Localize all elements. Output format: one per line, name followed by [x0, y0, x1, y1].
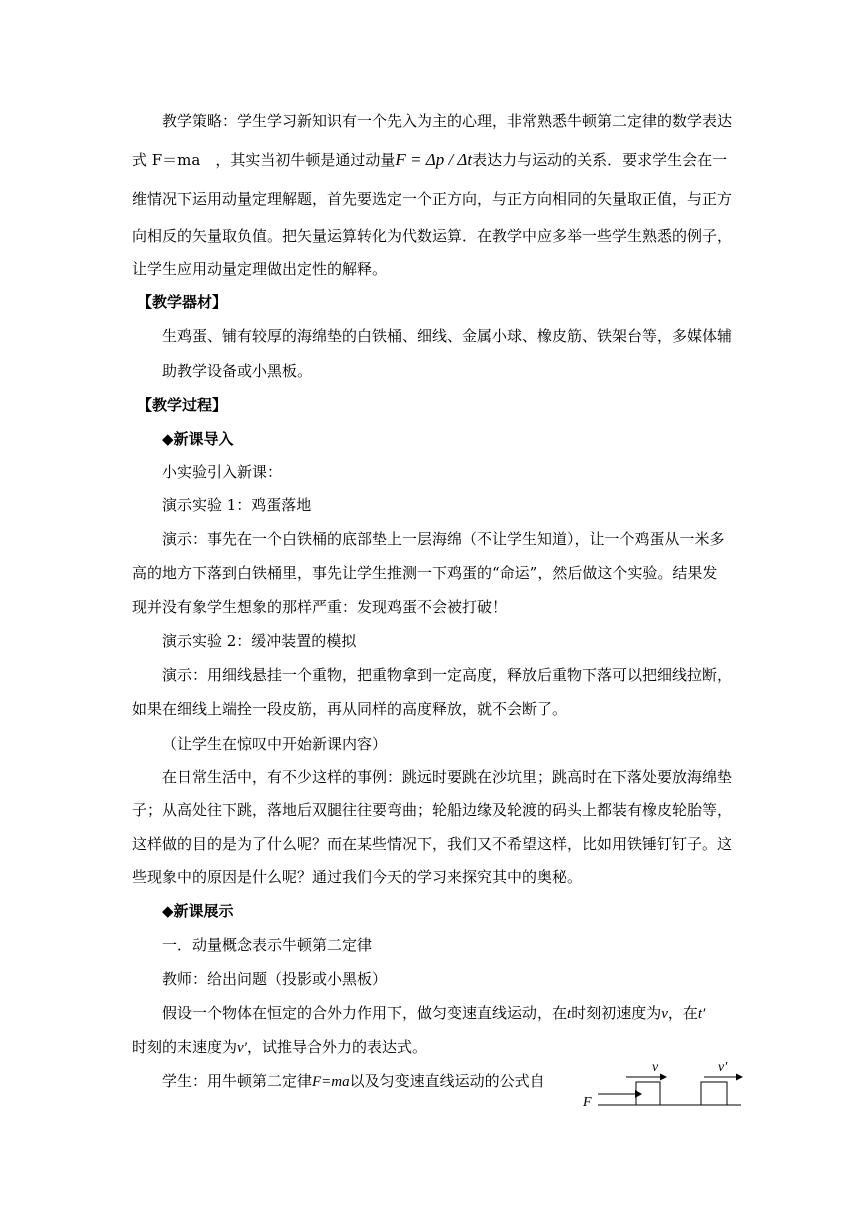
intro-line: 小实验引入新课： [162, 463, 283, 481]
process-heading: 【教学过程】 [137, 396, 228, 414]
daily-line-3: 这样做的目的是为了什么呢？而在某些情况下，我们又不希望这样，比如用铁锤钉钉子。这 [132, 835, 733, 853]
block-final [701, 1082, 727, 1105]
var-v-prime: v′ [237, 1040, 247, 1056]
newton-second-law: F=ma [312, 1074, 350, 1090]
daily-line-4: 些现象中的原因是什么呢？通过我们今天的学习来探究其中的奥秘。 [132, 868, 583, 886]
question-line-2a: 时刻的末速度为 [132, 1038, 238, 1056]
question-line-1a: 假设一个物体在恒定的合外力作用下，做匀变速直线运动，在 [162, 1004, 568, 1022]
equipment-line-2: 助教学设备或小黑板。 [162, 362, 313, 380]
strategy-line-2a: 式 F＝ma ，其实当初牛顿是通过动量 [132, 151, 396, 169]
experiment-1-line-3: 现并没有象学生想象的那样严重：发现鸡蛋不会被打破！ [132, 598, 508, 616]
var-v: v [661, 1006, 668, 1022]
experiment-2-line-1: 演示：用细线悬挂一个重物，把重物拿到一定高度，释放后重物下落可以把细线拉断， [162, 666, 733, 684]
experiment-1-line-2: 高的地方下落到白铁桶里，事先让学生推测一下鸡蛋的“命运”，然后做这个实验。结果发 [132, 564, 718, 582]
question-line-1c: ，在 [667, 1004, 698, 1022]
experiment-2-line-2: 如果在细线上端拴一段皮筋，再从同样的高度释放，就不会断了。 [132, 700, 568, 718]
question-line-2b: ，试推导合外力的表达式。 [246, 1038, 427, 1056]
strategy-line-2 [132, 150, 727, 170]
section-1-title: 一．动量概念表示牛顿第二定律 [162, 936, 373, 954]
equipment-heading: 【教学器材】 [137, 293, 228, 311]
strategy-line-1: 教学策略：学生学习新知识有一个先入为主的心理，非常熟悉牛顿第二定律的数学表达 [162, 112, 733, 130]
daily-line-2: 子；从高处往下跳，落地后双腿往往要弯曲；轮船边缘及轮渡的码头上都装有橡皮轮胎等， [132, 801, 733, 819]
velocity-final-label: v′ [718, 1060, 728, 1075]
force-label: F [583, 1095, 592, 1110]
strategy-line-2b: 表达力与运动的关系．要求学生会在一 [472, 151, 728, 169]
velocity-arrow-head [660, 1074, 667, 1081]
experiment-2-title: 演示实验 2：缓冲装置的模拟 [162, 632, 357, 650]
experiment-1-line-1: 演示：事先在一个白铁桶的底部垫上一层海绵（不让学生知道），让一个鸡蛋从一米多 [162, 530, 725, 548]
teacher-line: 教师：给出问题（投影或小黑板） [162, 970, 388, 988]
var-t: t [567, 1006, 572, 1022]
intro-heading: ◆新课导入 [162, 430, 234, 448]
momentum-formula: F = Δp / Δt [395, 150, 473, 169]
velocity-label: v [652, 1060, 659, 1075]
experiment-1-title: 演示实验 1：鸡蛋落地 [162, 496, 312, 514]
equipment-line-1: 生鸡蛋、铺有较厚的海绵垫的白铁桶、细线、金属小球、橡皮筋、铁架台等，多媒体辅 [162, 327, 733, 345]
question-line-2 [132, 1037, 427, 1058]
strategy-line-3: 维情况下运用动量定理解题，首先要选定一个正方向，与正方向相同的矢量取正值，与正方 [132, 190, 733, 208]
strategy-line-4: 向相反的矢量取负值。把矢量运算转化为代数运算．在教学中应多举一些学生熟悉的例子， [132, 227, 733, 245]
question-line-1b: 时刻初速度为 [571, 1004, 662, 1022]
strategy-line-5: 让学生应用动量定理做出定性的解释。 [132, 260, 388, 278]
daily-line-1: 在日常生活中，有不少这样的事例：跳远时要跳在沙坑里；跳高时在下落处要放海绵垫 [162, 768, 733, 786]
motion-figure [578, 1060, 748, 1116]
student-line-b: 以及匀变速直线运动的公式自 [349, 1072, 545, 1090]
wonder-note: （让学生在惊叹中开始新课内容） [162, 735, 388, 753]
question-line-1 [162, 1003, 705, 1024]
velocity-final-arrow-head [736, 1074, 743, 1081]
new-lesson-heading: ◆新课展示 [162, 902, 234, 920]
student-line [162, 1071, 545, 1092]
student-line-a: 学生：用牛顿第二定律 [162, 1072, 313, 1090]
var-t-prime: t′ [697, 1006, 706, 1022]
